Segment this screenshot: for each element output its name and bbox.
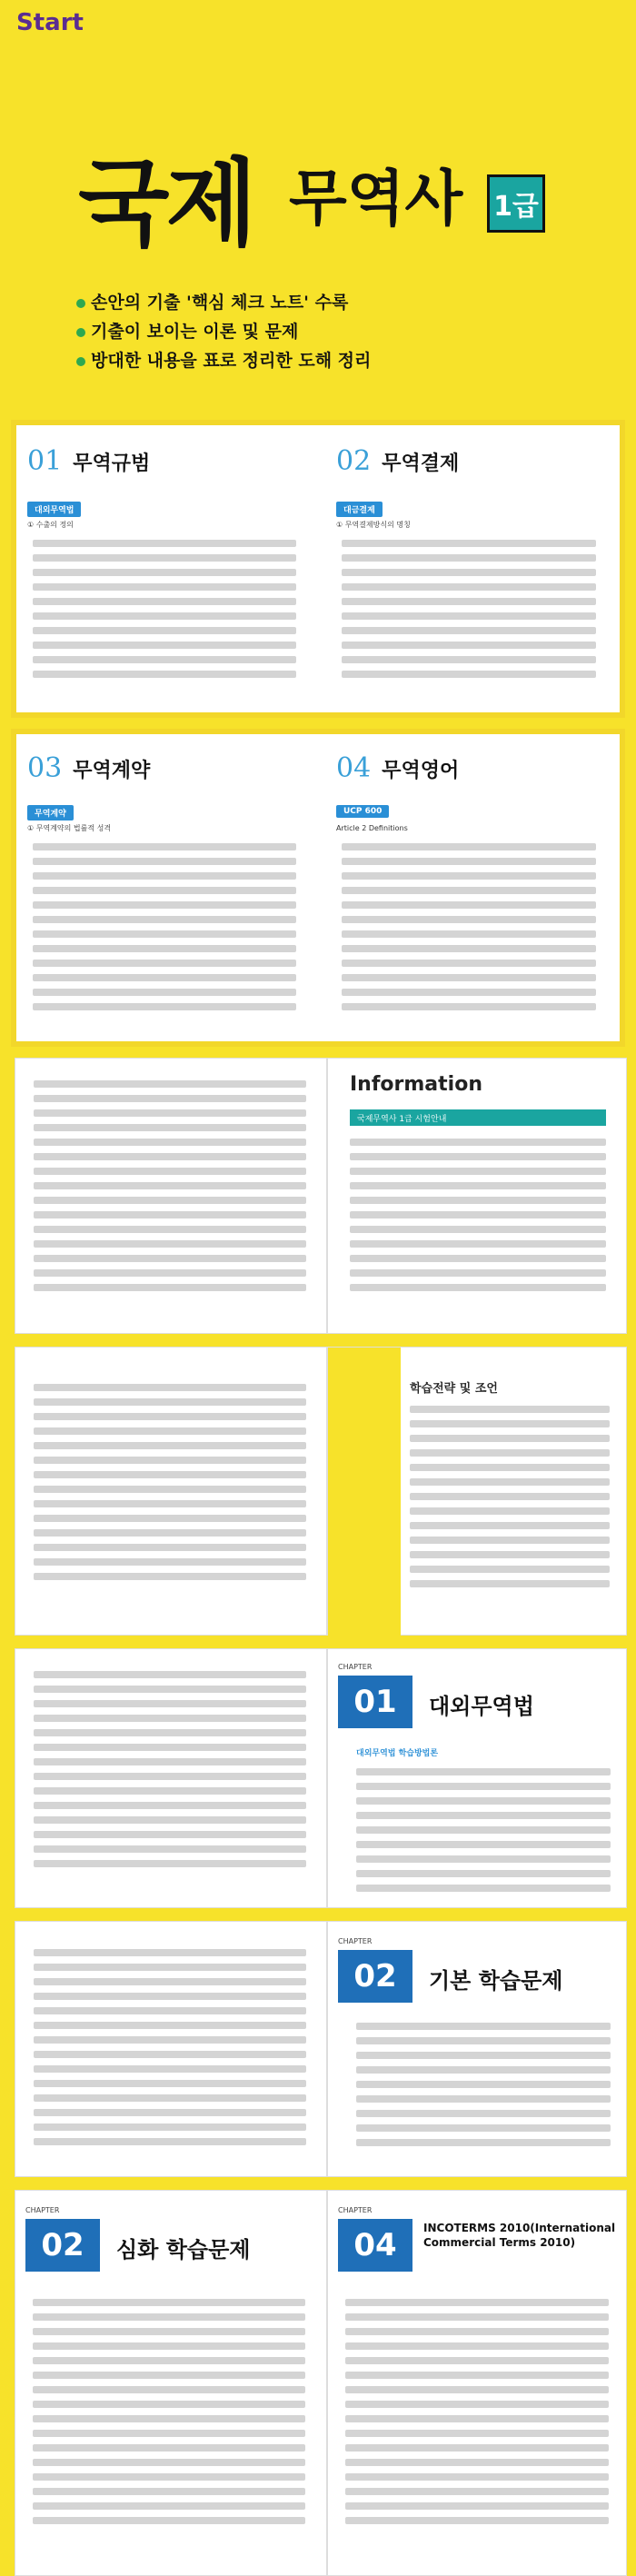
text-placeholder — [410, 1406, 610, 1595]
text-placeholder — [356, 2023, 611, 2153]
heading-text: ① 무역결제방식의 명칭 — [336, 521, 411, 529]
chapter-label: CHAPTER — [338, 2206, 373, 2214]
chapter-number: 02 — [25, 2219, 100, 2272]
section-tag: 대금결제 — [336, 502, 383, 517]
chapter-title: 기본 학습문제 — [429, 1968, 563, 1994]
panel-title: 02 무역결제 — [336, 445, 460, 477]
chapter-subtitle: 대외무역법 학습방법론 — [356, 1749, 439, 1758]
heading-text: ① 무역계약의 법률적 성격 — [27, 824, 112, 832]
info-subtitle: 국제무역사 1급 시험안내 — [350, 1109, 606, 1126]
text-placeholder — [342, 843, 596, 1018]
section-tag: 무역계약 — [27, 805, 74, 821]
table-placeholder — [34, 1384, 306, 1587]
text-placeholder — [33, 843, 296, 1018]
heading-text: Article 2 Definitions — [336, 824, 408, 832]
chapter-title: 대외무역법 — [429, 1694, 534, 1719]
page-preview — [15, 1648, 327, 1908]
text-placeholder — [34, 1949, 306, 2153]
study-title: 학습전략 및 조언 — [410, 1382, 498, 1396]
text-placeholder — [356, 1768, 611, 1899]
title-main: 국제 — [78, 148, 253, 259]
start-label: Start — [16, 9, 84, 36]
title-sub: 무역사 — [289, 164, 463, 234]
chapter-label: CHAPTER — [338, 1937, 373, 1945]
feature-item: 방대한 내용을 표로 정리한 도해 정리 — [76, 347, 371, 372]
page-preview — [15, 1347, 327, 1636]
table-placeholder — [342, 540, 596, 685]
feature-item: 손안의 기출 '핵심 체크 노트' 수록 — [76, 289, 348, 313]
heading-text: ① 수출의 정의 — [27, 521, 74, 529]
bullet-icon — [76, 328, 85, 337]
chapter-number: 04 — [338, 2219, 412, 2272]
text-placeholder — [350, 1139, 606, 1298]
section-tag: UCP 600 — [336, 805, 389, 818]
bullet-icon — [76, 357, 85, 366]
chapter-number: 01 — [338, 1676, 412, 1728]
text-placeholder — [34, 1671, 306, 1875]
panel-title: 04 무역영어 — [336, 752, 460, 784]
text-placeholder — [33, 540, 296, 685]
section-tag: 대외무역법 — [27, 502, 81, 517]
chapter-number: 02 — [338, 1950, 412, 2003]
bullet-icon — [76, 299, 85, 308]
panel-title: 01 무역규범 — [27, 445, 151, 477]
page-preview — [327, 1058, 627, 1334]
text-placeholder — [33, 2299, 305, 2531]
chapter-label: CHAPTER — [25, 2206, 60, 2214]
cover-hero — [0, 0, 636, 414]
info-title: Information — [350, 1073, 482, 1096]
text-placeholder — [345, 2299, 609, 2531]
text-placeholder — [34, 1080, 306, 1298]
grade-badge: 1급 — [487, 174, 545, 233]
page-preview — [15, 1921, 327, 2177]
page-preview — [15, 1058, 327, 1334]
panel-title: 03 무역계약 — [27, 752, 151, 784]
feature-item: 기출이 보이는 이론 및 문제 — [76, 318, 298, 343]
study-side-bar — [328, 1348, 401, 1636]
chapter-title: 심화 학습문제 — [116, 2237, 251, 2263]
chapter-title: INCOTERMS 2010(International Commercial Terms 2010) — [423, 2222, 616, 2249]
chapter-label: CHAPTER — [338, 1663, 373, 1671]
page-preview — [327, 1347, 627, 1636]
